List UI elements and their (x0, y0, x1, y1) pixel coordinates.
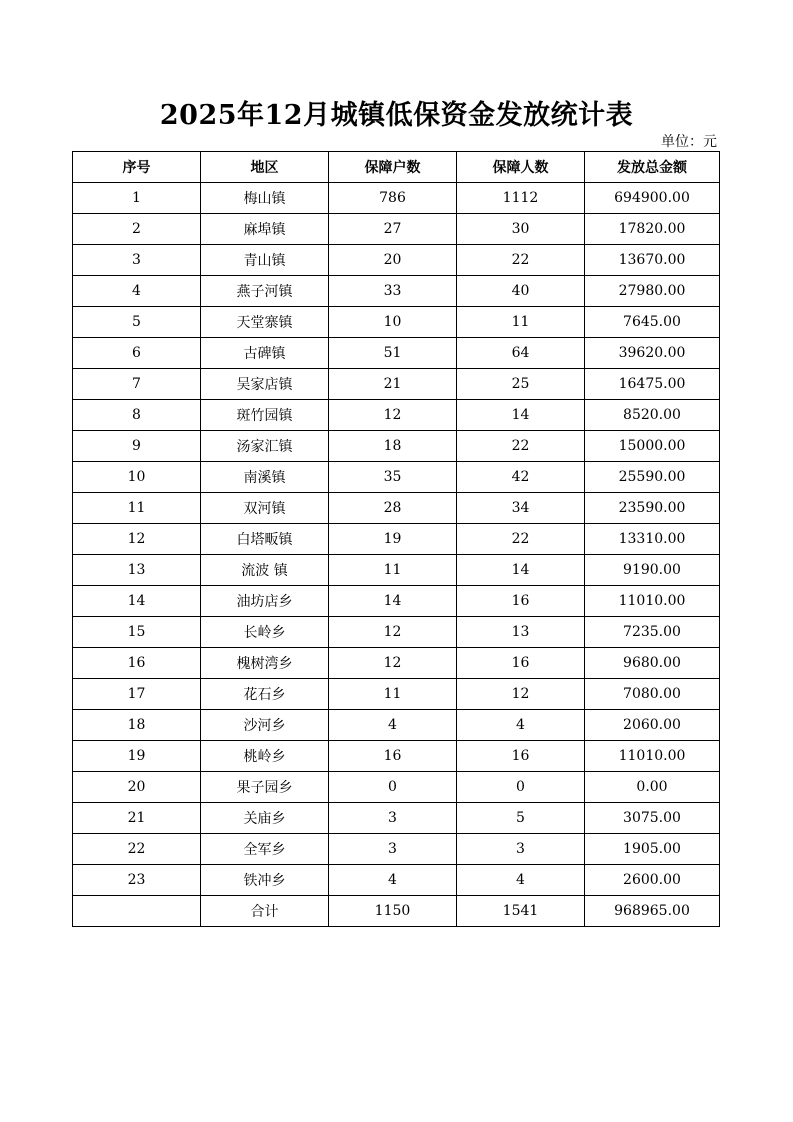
cell-seq: 14 (73, 586, 201, 617)
cell-households: 14 (329, 586, 457, 617)
table-row (73, 865, 720, 896)
cell-persons: 14 (457, 555, 585, 586)
cell-seq: 6 (73, 338, 201, 369)
cell-persons: 40 (457, 276, 585, 307)
cell-seq: 22 (73, 834, 201, 865)
cell-households: 3 (329, 803, 457, 834)
cell-persons: 4 (457, 865, 585, 896)
cell-amount: 39620.00 (585, 338, 720, 369)
cell-amount: 11010.00 (585, 586, 720, 617)
cell-persons: 42 (457, 462, 585, 493)
cell-households: 51 (329, 338, 457, 369)
cell-region: 果子园乡 (201, 772, 329, 803)
cell-seq: 18 (73, 710, 201, 741)
cell-seq: 19 (73, 741, 201, 772)
table-row (73, 493, 720, 524)
cell-amount: 27980.00 (585, 276, 720, 307)
cell-seq: 21 (73, 803, 201, 834)
header-amount: 发放总金额 (585, 152, 720, 183)
table-row (73, 307, 720, 338)
cell-households: 21 (329, 369, 457, 400)
cell-persons: 11 (457, 307, 585, 338)
total-seq (73, 896, 201, 927)
cell-households: 27 (329, 214, 457, 245)
cell-seq: 16 (73, 648, 201, 679)
cell-persons: 14 (457, 400, 585, 431)
cell-households: 3 (329, 834, 457, 865)
total-label: 合计 (201, 896, 329, 927)
cell-seq: 8 (73, 400, 201, 431)
table-row (73, 710, 720, 741)
cell-region: 汤家汇镇 (201, 431, 329, 462)
cell-amount: 11010.00 (585, 741, 720, 772)
table-row (73, 338, 720, 369)
cell-amount: 13670.00 (585, 245, 720, 276)
cell-seq: 10 (73, 462, 201, 493)
cell-persons: 0 (457, 772, 585, 803)
cell-persons: 25 (457, 369, 585, 400)
cell-seq: 7 (73, 369, 201, 400)
cell-region: 关庙乡 (201, 803, 329, 834)
cell-region: 白塔畈镇 (201, 524, 329, 555)
cell-amount: 17820.00 (585, 214, 720, 245)
cell-persons: 4 (457, 710, 585, 741)
cell-households: 10 (329, 307, 457, 338)
table-row (73, 617, 720, 648)
cell-seq: 1 (73, 183, 201, 214)
cell-amount: 0.00 (585, 772, 720, 803)
table-row (73, 741, 720, 772)
cell-region: 铁冲乡 (201, 865, 329, 896)
cell-region: 麻埠镇 (201, 214, 329, 245)
cell-households: 11 (329, 555, 457, 586)
cell-region: 槐树湾乡 (201, 648, 329, 679)
table-row (73, 400, 720, 431)
cell-persons: 12 (457, 679, 585, 710)
cell-households: 33 (329, 276, 457, 307)
cell-seq: 3 (73, 245, 201, 276)
cell-region: 斑竹园镇 (201, 400, 329, 431)
cell-region: 长岭乡 (201, 617, 329, 648)
cell-amount: 13310.00 (585, 524, 720, 555)
cell-amount: 25590.00 (585, 462, 720, 493)
cell-households: 35 (329, 462, 457, 493)
cell-region: 天堂寨镇 (201, 307, 329, 338)
header-persons: 保障人数 (457, 152, 585, 183)
statistics-table (72, 151, 720, 927)
header-seq: 序号 (73, 152, 201, 183)
header-region: 地区 (201, 152, 329, 183)
cell-region: 油坊店乡 (201, 586, 329, 617)
cell-amount: 15000.00 (585, 431, 720, 462)
cell-seq: 17 (73, 679, 201, 710)
cell-amount: 9680.00 (585, 648, 720, 679)
cell-households: 19 (329, 524, 457, 555)
cell-households: 12 (329, 617, 457, 648)
cell-region: 青山镇 (201, 245, 329, 276)
cell-amount: 16475.00 (585, 369, 720, 400)
cell-households: 786 (329, 183, 457, 214)
cell-region: 吴家店镇 (201, 369, 329, 400)
cell-households: 18 (329, 431, 457, 462)
cell-households: 20 (329, 245, 457, 276)
cell-persons: 22 (457, 431, 585, 462)
cell-persons: 5 (457, 803, 585, 834)
cell-region: 全军乡 (201, 834, 329, 865)
cell-region: 花石乡 (201, 679, 329, 710)
cell-amount: 7645.00 (585, 307, 720, 338)
table-row (73, 431, 720, 462)
cell-seq: 9 (73, 431, 201, 462)
cell-amount: 1905.00 (585, 834, 720, 865)
cell-region: 古碑镇 (201, 338, 329, 369)
cell-region: 流波 镇 (201, 555, 329, 586)
cell-persons: 64 (457, 338, 585, 369)
cell-households: 11 (329, 679, 457, 710)
table-row (73, 524, 720, 555)
table-row (73, 803, 720, 834)
cell-persons: 16 (457, 586, 585, 617)
cell-seq: 20 (73, 772, 201, 803)
cell-persons: 16 (457, 741, 585, 772)
total-row (73, 896, 720, 927)
cell-households: 4 (329, 710, 457, 741)
table-row (73, 648, 720, 679)
cell-persons: 16 (457, 648, 585, 679)
cell-seq: 4 (73, 276, 201, 307)
cell-persons: 30 (457, 214, 585, 245)
cell-seq: 2 (73, 214, 201, 245)
total-persons: 1541 (457, 896, 585, 927)
table-row (73, 772, 720, 803)
cell-amount: 9190.00 (585, 555, 720, 586)
cell-amount: 7080.00 (585, 679, 720, 710)
cell-households: 12 (329, 400, 457, 431)
table-row (73, 834, 720, 865)
cell-region: 桃岭乡 (201, 741, 329, 772)
header-households: 保障户数 (329, 152, 457, 183)
page-title: 2025年12月城镇低保资金发放统计表 (159, 100, 634, 131)
cell-amount: 3075.00 (585, 803, 720, 834)
cell-amount: 8520.00 (585, 400, 720, 431)
table-row (73, 555, 720, 586)
total-amount: 968965.00 (585, 896, 720, 927)
table-row (73, 586, 720, 617)
cell-persons: 3 (457, 834, 585, 865)
table-row (73, 679, 720, 710)
cell-amount: 23590.00 (585, 493, 720, 524)
cell-households: 12 (329, 648, 457, 679)
total-households: 1150 (329, 896, 457, 927)
cell-persons: 13 (457, 617, 585, 648)
cell-amount: 2600.00 (585, 865, 720, 896)
cell-amount: 694900.00 (585, 183, 720, 214)
cell-region: 南溪镇 (201, 462, 329, 493)
cell-persons: 1112 (457, 183, 585, 214)
cell-seq: 12 (73, 524, 201, 555)
cell-region: 燕子河镇 (201, 276, 329, 307)
cell-households: 28 (329, 493, 457, 524)
cell-persons: 22 (457, 524, 585, 555)
cell-region: 沙河乡 (201, 710, 329, 741)
table-body (73, 183, 720, 896)
cell-households: 0 (329, 772, 457, 803)
cell-seq: 15 (73, 617, 201, 648)
table-row (73, 214, 720, 245)
cell-households: 4 (329, 865, 457, 896)
cell-households: 16 (329, 741, 457, 772)
table-row (73, 462, 720, 493)
table-row (73, 276, 720, 307)
table-row (73, 183, 720, 214)
cell-persons: 34 (457, 493, 585, 524)
table-row (73, 245, 720, 276)
cell-region: 双河镇 (201, 493, 329, 524)
cell-seq: 23 (73, 865, 201, 896)
table-row (73, 369, 720, 400)
cell-seq: 5 (73, 307, 201, 338)
cell-seq: 13 (73, 555, 201, 586)
cell-amount: 7235.00 (585, 617, 720, 648)
cell-amount: 2060.00 (585, 710, 720, 741)
table-header-row (73, 152, 720, 183)
cell-region: 梅山镇 (201, 183, 329, 214)
cell-seq: 11 (73, 493, 201, 524)
unit-label: 单位：元 (661, 134, 717, 150)
cell-persons: 22 (457, 245, 585, 276)
